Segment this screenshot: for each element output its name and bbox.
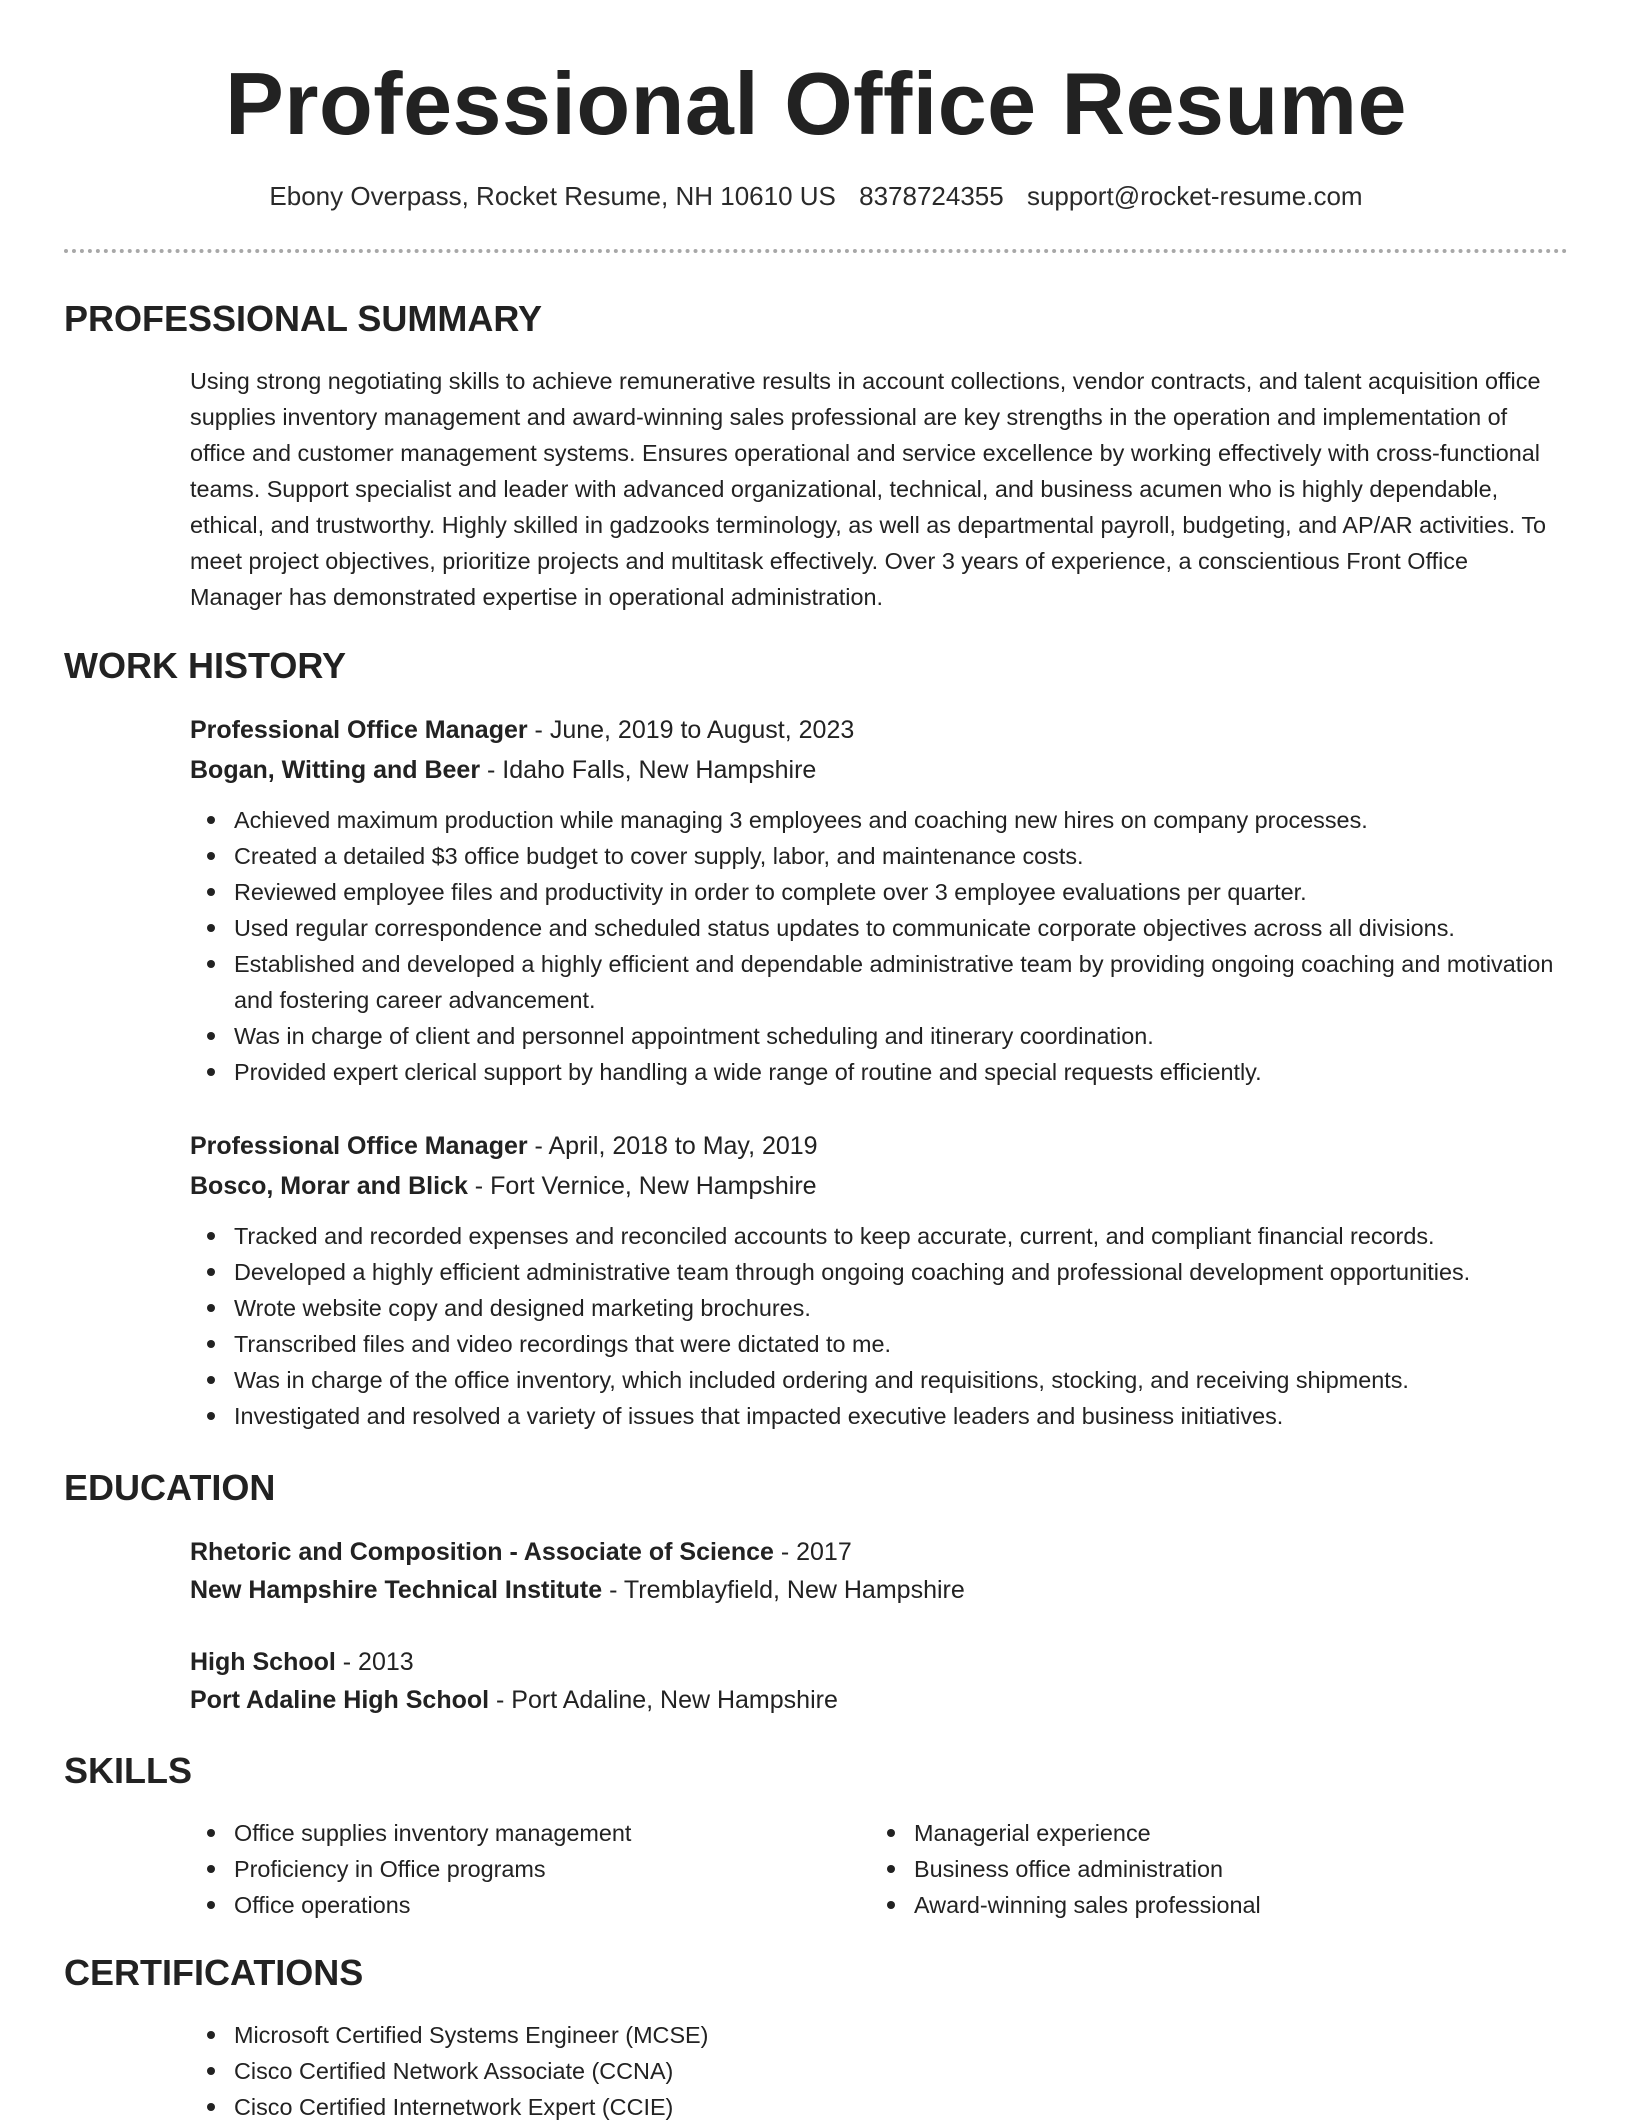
- job-entry: [190, 710, 1562, 1090]
- list-item: Established and developed a highly efficient and dependable administrative team by providing ongoing coaching and motivation and fostering career advancement.: [234, 946, 1562, 1018]
- list-item: Tracked and recorded expenses and reconciled accounts to keep accurate, current, and compliant financial records.: [234, 1218, 1562, 1254]
- skill-item: Office operations: [234, 1887, 830, 1923]
- contact-phone: 8378724355: [859, 181, 1004, 211]
- certifications-heading: CERTIFICATIONS: [64, 1952, 364, 1993]
- list-item: Was in charge of client and personnel appointment scheduling and itinerary coordination.: [234, 1018, 1562, 1054]
- certifications-section: [190, 2017, 1562, 2125]
- education-year: - 2017: [773, 1538, 852, 1566]
- education-degree-line: [190, 1533, 1562, 1571]
- job-dates: - April, 2018 to May, 2019: [527, 1132, 818, 1160]
- education-degree: High School: [190, 1648, 336, 1676]
- skills-list: [870, 1815, 1510, 1923]
- education-year: - 2013: [335, 1648, 414, 1676]
- skills-column-right: [870, 1815, 1510, 1923]
- education-school-line: [190, 1571, 1562, 1609]
- summary-heading: PROFESSIONAL SUMMARY: [64, 298, 543, 339]
- certification-item: Microsoft Certified Systems Engineer (MCSE): [234, 2017, 1562, 2053]
- job-title-line: [190, 1126, 1562, 1166]
- list-item: Transcribed files and video recordings that were dictated to me.: [234, 1326, 1562, 1362]
- education-school: New Hampshire Technical Institute: [190, 1576, 603, 1604]
- list-item: Created a detailed $3 office budget to cover supply, labor, and maintenance costs.: [234, 838, 1562, 874]
- work-history-heading: WORK HISTORY: [64, 645, 347, 686]
- job-location: - Idaho Falls, New Hampshire: [480, 756, 817, 784]
- education-degree-line: [190, 1643, 1562, 1681]
- job-company-line: [190, 1166, 1562, 1206]
- skill-item: Managerial experience: [914, 1815, 1510, 1851]
- job-title: Professional Office Manager: [190, 1132, 528, 1160]
- certification-item: Cisco Certified Network Associate (CCNA): [234, 2053, 1562, 2089]
- contact-line: [64, 178, 1568, 214]
- education-school: Port Adaline High School: [190, 1686, 490, 1714]
- education-entry: [190, 1533, 1562, 1609]
- skill-item: Business office administration: [914, 1851, 1510, 1887]
- skills-column-left: [190, 1815, 830, 1923]
- header-divider: [64, 249, 1568, 253]
- job-duties-list: [190, 1218, 1562, 1434]
- page-title: Professional Office Resume: [225, 54, 1407, 153]
- job-entry: [190, 1126, 1562, 1434]
- list-item: Investigated and resolved a variety of issues that impacted executive leaders and business initiatives.: [234, 1398, 1562, 1434]
- list-item: Developed a highly efficient administrative team through ongoing coaching and professional development opportunities.: [234, 1254, 1562, 1290]
- job-title: Professional Office Manager: [190, 716, 528, 744]
- resume-page: [64, 0, 1568, 2120]
- job-title-line: [190, 710, 1562, 750]
- certifications-list: [190, 2017, 1562, 2125]
- summary-section: [190, 363, 1562, 615]
- job-company: Bosco, Morar and Blick: [190, 1172, 468, 1200]
- contact-email: support@rocket-resume.com: [1026, 181, 1363, 211]
- job-company-line: [190, 750, 1562, 790]
- job-location: - Fort Vernice, New Hampshire: [467, 1172, 817, 1200]
- list-item: Used regular correspondence and scheduled status updates to communicate corporate objectives across all divisions.: [234, 910, 1562, 946]
- skill-item: Proficiency in Office programs: [234, 1851, 830, 1887]
- list-item: Reviewed employee files and productivity in order to complete over 3 employee evaluations per quarter.: [234, 874, 1562, 910]
- education-heading: EDUCATION: [64, 1467, 276, 1508]
- list-item: Provided expert clerical support by handling a wide range of routine and special requests efficiently.: [234, 1054, 1562, 1090]
- job-duties-list: [190, 802, 1562, 1090]
- education-school-line: [190, 1681, 1562, 1719]
- education-location: - Tremblayfield, New Hampshire: [602, 1576, 965, 1604]
- contact-address: Ebony Overpass, Rocket Resume, NH 10610 US: [269, 181, 836, 211]
- job-company: Bogan, Witting and Beer: [190, 756, 481, 784]
- education-entry: [190, 1643, 1562, 1719]
- list-item: Achieved maximum production while managing 3 employees and coaching new hires on company processes.: [234, 802, 1562, 838]
- certification-item: Cisco Certified Internetwork Expert (CCIE): [234, 2089, 1562, 2125]
- job-dates: - June, 2019 to August, 2023: [527, 716, 855, 744]
- education-location: - Port Adaline, New Hampshire: [489, 1686, 838, 1714]
- list-item: Wrote website copy and designed marketing brochures.: [234, 1290, 1562, 1326]
- skills-list: [190, 1815, 830, 1923]
- skill-item: Award-winning sales professional: [914, 1887, 1510, 1923]
- summary-text: Using strong negotiating skills to achieve remunerative results in account collections, vendor contracts, and talent acquisition office supplies inventory management and award-winning sales professional are key strengths in the operation and implementation of office and customer management systems. Ensures operational and service excellence by working effectively with cross-functional teams. Support specialist and leader with advanced organizational, technical, and business acumen who is highly dependable, ethical, and trustworthy. Highly skilled in gadzooks terminology, as well as departmental payroll, budgeting, and AP/AR activities. To meet project objectives, prioritize projects and multitask effectively. Over 3 years of experience, a conscientious Front Office Manager has demonstrated expertise in operational administration.: [190, 368, 1547, 610]
- skill-item: Office supplies inventory management: [234, 1815, 830, 1851]
- education-degree: Rhetoric and Composition - Associate of Science: [190, 1538, 774, 1566]
- list-item: Was in charge of the office inventory, which included ordering and requisitions, stocking, and receiving shipments.: [234, 1362, 1562, 1398]
- skills-heading: SKILLS: [64, 1750, 193, 1791]
